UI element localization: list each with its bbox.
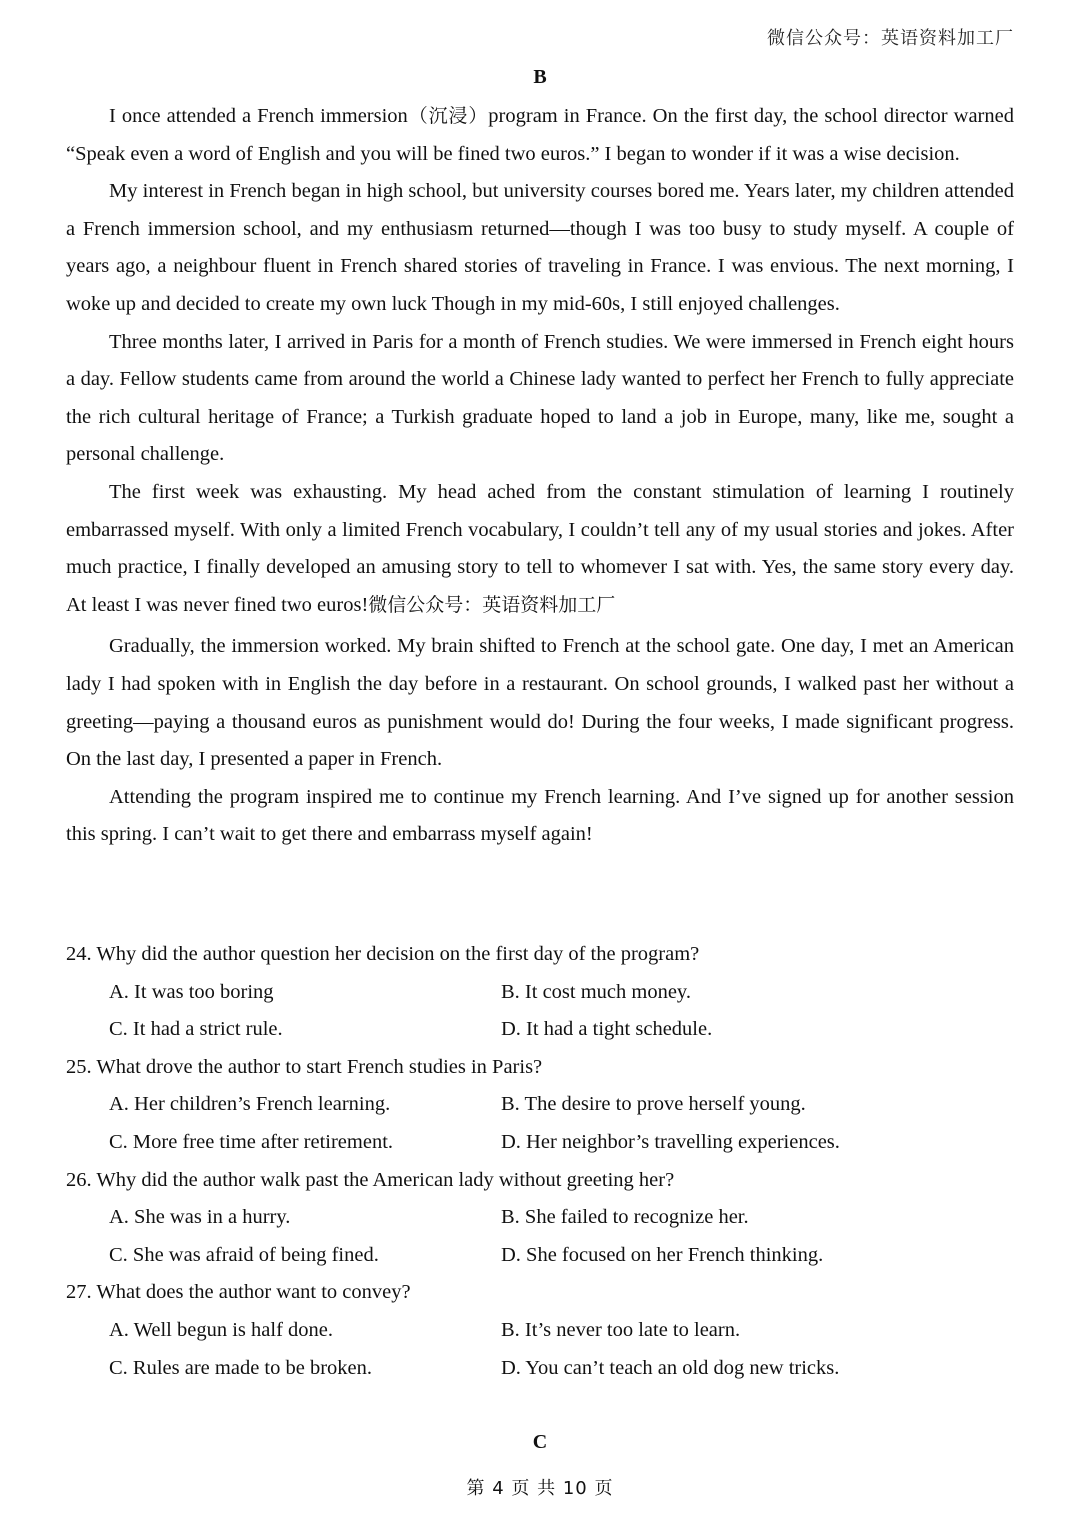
- section-b-title: B: [533, 66, 547, 88]
- paragraph-1-chinese-gloss: （沉浸）: [407, 105, 489, 127]
- question-stem: 26. Why did the author walk past the American lady without greeting her?: [66, 1168, 675, 1191]
- option-row: [66, 1086, 1014, 1124]
- question-stem: 25. What drove the author to start French studies in Paris?: [66, 1055, 543, 1078]
- header-watermark-note: 微信公众号：英语资料加工厂: [767, 28, 1014, 49]
- option-d: D. She focused on her French thinking.: [501, 1243, 824, 1266]
- option-b: B. The desire to prove herself young.: [501, 1093, 806, 1116]
- passage-paragraph-2: My interest in French began in high school, but university courses bored me. Years later, my children attended a French immersion school, and my enthusiasm returned—though I was too busy to study myself. A couple of years ago, a neighbour fluent in French shared stories of traveling in France. I was envious. The next morning, I woke up and decided to create my own luck Though in my mid-60s, I still enjoyed challenges.: [66, 180, 1014, 315]
- option-row: [66, 1237, 1014, 1275]
- page-number-footer: 第 4 页 共 10 页: [466, 1478, 614, 1499]
- option-c: C. More free time after retirement.: [109, 1130, 394, 1153]
- passage-paragraph-4: [66, 474, 1014, 624]
- question-24: [66, 936, 1014, 1049]
- option-a: A. She was in a hurry.: [109, 1206, 291, 1229]
- option-row: [66, 1312, 1014, 1350]
- passage-b: [66, 98, 1014, 854]
- option-c: C. It had a strict rule.: [109, 1018, 283, 1041]
- question-stem: 24. Why did the author question her decision on the first day of the program?: [66, 943, 700, 965]
- option-b: B. It’s never too late to learn.: [501, 1318, 741, 1341]
- option-row: [66, 1350, 1014, 1388]
- section-c-title: C: [532, 1431, 548, 1453]
- question-25: [66, 1049, 1014, 1162]
- paragraph-1-text-end: program in France. On the first day, the school director warned “Speak even a word of English and you will be fined two euros.” I began to wonder if it was a wise decision.: [66, 105, 1014, 165]
- option-b: B. It cost much money.: [501, 980, 691, 1003]
- option-row: [66, 974, 1014, 1012]
- paragraph-4-text: The first week was exhausting. My head ached from the constant stimulation of learning I routinely embarrassed myself. With only a limited French vocabulary, I couldn’t tell any of my usual stories and jokes. After much practice, I finally developed an amusing story to tell to whomever I sat with. Yes, the same story every day. At least I was never fined two euros!: [66, 480, 1014, 616]
- question-26: [66, 1162, 1014, 1275]
- option-d: D. It had a tight schedule.: [501, 1018, 713, 1041]
- option-row: [66, 1199, 1014, 1237]
- option-c: C. Rules are made to be broken.: [109, 1356, 373, 1379]
- paragraph-4-watermark-note: 微信公众号：英语资料加工厂: [368, 593, 616, 616]
- option-d: D. Her neighbor’s travelling experiences.: [501, 1130, 840, 1153]
- option-a: A. It was too boring: [109, 980, 274, 1003]
- option-a: A. Well begun is half done.: [109, 1318, 333, 1341]
- question-list: [66, 936, 1014, 1387]
- passage-paragraph-5: Gradually, the immersion worked. My brain shifted to French at the school gate. One day, I met an American lady I had spoken with in English the day before in a restaurant. On school grounds, I walked past her without a greeting—paying a thousand euros as punishment would do! During the four weeks, I made significant progress. On the last day, I presented a paper in French.: [66, 635, 1014, 771]
- question-27: [66, 1274, 1014, 1387]
- option-d: D. You can’t teach an old dog new tricks.: [501, 1356, 840, 1379]
- option-row: [66, 1011, 1014, 1049]
- option-row: [66, 1124, 1014, 1162]
- option-a: A. Her children’s French learning.: [109, 1093, 391, 1116]
- paragraph-1-text-start: I once attended a French immersion: [109, 105, 408, 127]
- passage-paragraph-1: [66, 98, 1014, 173]
- passage-paragraph-6: Attending the program inspired me to continue my French learning. And I’ve signed up for another session this spring. I can’t wait to get there and embarrass myself again!: [66, 785, 1014, 846]
- option-c: C. She was afraid of being fined.: [109, 1243, 379, 1266]
- option-b: B. She failed to recognize her.: [501, 1206, 749, 1229]
- passage-paragraph-3: Three months later, I arrived in Paris for a month of French studies. We were immersed in French eight hours a day. Fellow students came from around the world a Chinese lady wanted to perfect her French to fully appreciate the rich cultural heritage of France; a Turkish graduate hoped to land a job in Europe, many, like me, sought a personal challenge.: [66, 330, 1014, 466]
- question-stem: 27. What does the author want to convey?: [66, 1281, 411, 1304]
